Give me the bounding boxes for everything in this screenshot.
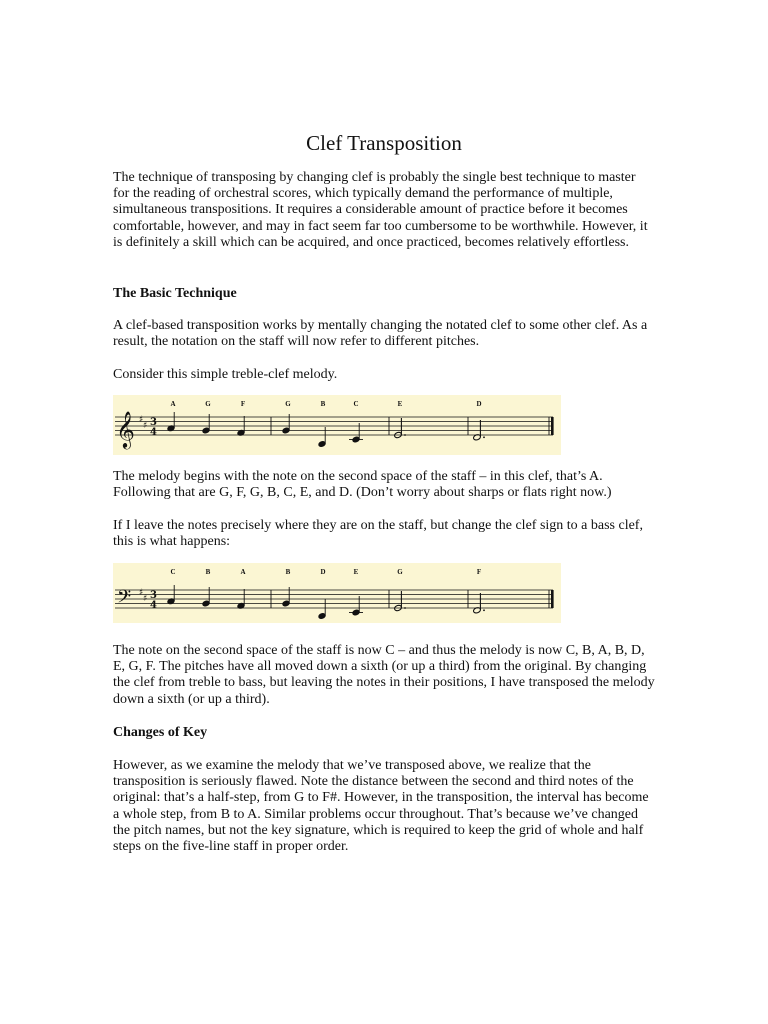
- section-heading-changes-of-key: Changes of Key: [113, 725, 208, 740]
- note-label: C: [353, 400, 359, 408]
- staff-lines: [115, 590, 553, 608]
- bass-notes: [167, 585, 245, 609]
- paragraph-clef-based-transposition: A clef-based transposition works by mentally changing the notated clef to some other clef. As a result, the notation on the staff will now refer to different pitches.: [113, 318, 648, 350]
- note-label: B: [205, 568, 211, 576]
- treble-clef-staff-figure: [113, 395, 561, 455]
- dot-mark: [404, 607, 406, 609]
- dot-mark: [404, 434, 406, 436]
- paragraph-transposition-flawed: However, as we examine the melody that we’ve transposed above, we realize that the transposition is seriously flawed. Note the distance between the second and third notes of the original: that’s a half-step, from G to F#. However, in the transposition, the interval has become a whole step, from B to A. Similar problems occur throughout. That’s because we’ve changed the pitch names, but not the key signature, which is required to keep the grid of whole and half steps on the five-line staff in proper order.: [113, 758, 649, 855]
- staff-lines: [115, 417, 553, 435]
- sharp-icon: ♯: [143, 421, 148, 431]
- bass-staff-svg: [113, 563, 561, 623]
- dot-mark: [483, 436, 485, 438]
- note-label: C: [170, 568, 176, 576]
- time-signature-top: 3: [150, 590, 157, 601]
- note-label: A: [240, 568, 246, 576]
- note-label: E: [397, 400, 403, 408]
- paragraph-bass-clef-change: If I leave the notes precisely where they are on the staff, but change the clef sign to a bass clef, this is what happens:: [113, 518, 643, 550]
- dot-mark: [483, 609, 485, 611]
- note-label: F: [476, 568, 482, 576]
- treble-clef-icon: 𝄞: [116, 410, 135, 448]
- sharp-icon: ♯: [143, 594, 148, 604]
- time-signature-bottom: 4: [150, 600, 157, 611]
- treble-notes: [394, 418, 402, 439]
- paragraph-consider-melody: Consider this simple treble-clef melody.: [113, 367, 338, 382]
- sharp-icon: ♯: [139, 588, 144, 598]
- note-label: G: [285, 400, 291, 408]
- final-bar-thick: [551, 417, 554, 435]
- section-heading-basic-technique: The Basic Technique: [113, 286, 237, 301]
- treble-staff-svg: [113, 395, 561, 455]
- note-label: B: [320, 400, 326, 408]
- intro-paragraph: The technique of transposing by changing clef is probably the single best technique to master for the reading of orchestral scores, which typically demand the performance of multiple, simultaneous transpositions. It requires a considerable amount of practice before it becomes comfortable, however, and may in fact seem far too cumbersome to be worthwhile. However, it is definitely a skill which can be acquired, and once practiced, becomes relatively effortless.: [113, 170, 648, 250]
- note-label: G: [205, 400, 211, 408]
- bass-notes: [394, 591, 402, 612]
- final-bar-thick: [551, 590, 554, 608]
- paragraph-melody-begins: The melody begins with the note on the second space of the staff – in this clef, that’s A. Following that are G, F, G, B, C, E, and D. (Don’t worry about sharps or flats right now.): [113, 469, 612, 501]
- page-title: Clef Transposition: [306, 131, 462, 155]
- note-label: A: [170, 400, 176, 408]
- treble-notes: [167, 412, 245, 436]
- paragraph-second-space-c: The note on the second space of the staff is now C – and thus the melody is now C, B, A, B, D, E, G, F. The pitches have all moved down a sixth (or up a third) from the original. By changing the clef from treble to bass, but leaving the notes in their positions, I have transposed the melody down a sixth (or up a third).: [113, 643, 655, 707]
- note-label: B: [285, 568, 291, 576]
- sharp-icon: ♯: [139, 415, 144, 425]
- note-label: D: [476, 400, 482, 408]
- time-signature-bottom: 4: [150, 427, 157, 438]
- note-label: D: [320, 568, 326, 576]
- time-signature-top: 3: [150, 417, 157, 428]
- note-label: G: [397, 568, 403, 576]
- note-label: E: [353, 568, 359, 576]
- bass-clef-icon: 𝄢: [117, 587, 132, 612]
- bass-clef-staff-figure: [113, 563, 561, 623]
- note-label: F: [240, 400, 246, 408]
